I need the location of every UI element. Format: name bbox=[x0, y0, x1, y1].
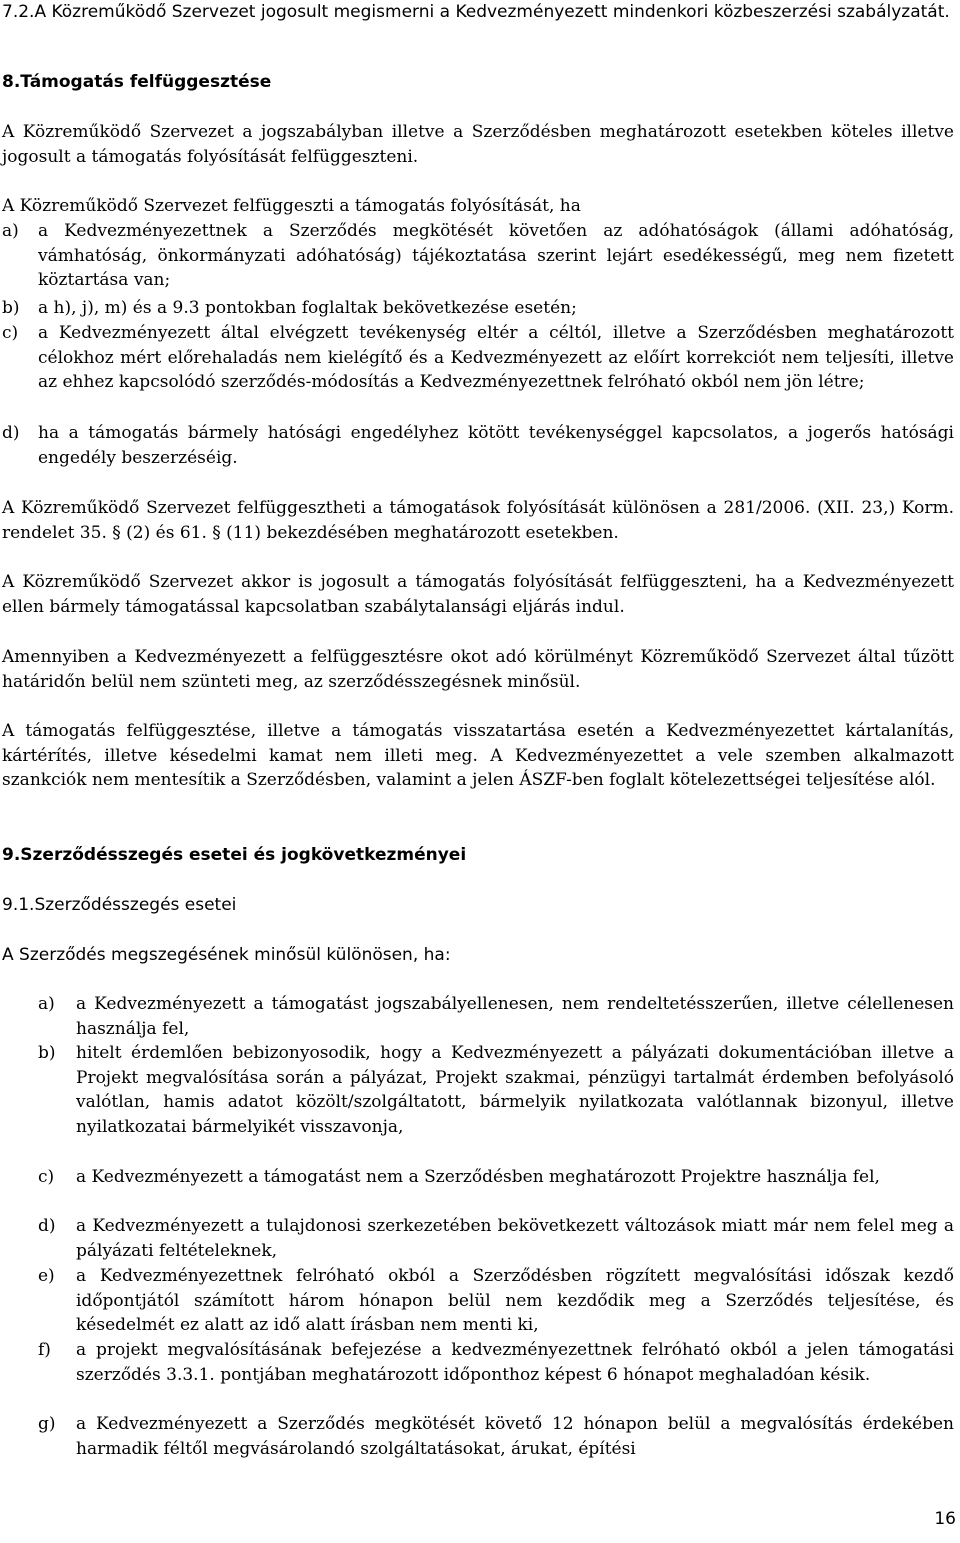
paragraph-8-intro: A Közreműködő Szervezet a jogszabályban illetve a Szerződésben meghatározott esetekben köteles illetve jogosult a támogatás folyósítását felfüggeszteni. bbox=[2, 122, 954, 167]
paragraph-8-compensation: A támogatás felfüggesztése, illetve a támogatás visszatartása esetén a Kedvezményezettet kártalanítás, kártérítés, illetve késedelmi kamat nem illeti meg. A Kedvezményezettet a vele szemben alkalmazott szankciók nem mentesítik a Szerződésben, valamint a jelen ÁSZF-ben foglalt kötelezettségei teljesítése alól. bbox=[2, 721, 954, 790]
page-number: 16 bbox=[934, 1509, 956, 1529]
list-marker: b) bbox=[38, 1043, 56, 1063]
section-heading-8: 8.Támogatás felfüggesztése bbox=[2, 72, 272, 92]
list-marker: e) bbox=[38, 1266, 55, 1286]
list-marker: b) bbox=[2, 298, 20, 318]
list-item-9-b bbox=[2, 1041, 954, 1139]
subsection-heading-9-1: 9.1.Szerződésszegés esetei bbox=[2, 895, 237, 915]
list-marker: d) bbox=[38, 1216, 56, 1236]
list-item-9-f bbox=[2, 1338, 954, 1387]
paragraph-8-legal: A Közreműködő Szervezet felfüggesztheti a támogatások folyósítását különösen a 281/2006. (XII. 23,) Korm. rendelet 35. § (2) és 61. § (11) bekezdésében meghatározott esetekben. bbox=[2, 498, 954, 543]
paragraph-7-2: 7.2.A Közreműködő Szervezet jogosult megismerni a Kedvezményezett mindenkori közbeszerzési szabályzatát. bbox=[2, 2, 950, 22]
list-text: ha a támogatás bármely hatósági engedélyhez kötött tevékenységgel kapcsolatos, a jogerős hatósági engedély beszerzéséig. bbox=[38, 423, 954, 468]
list-item-8-d bbox=[2, 421, 954, 470]
list-text: a Kedvezményezett a tulajdonosi szerkezetében bekövetkezett változások miatt már nem felel meg a pályázati feltételeknek, bbox=[76, 1216, 954, 1261]
list-text: a Kedvezményezettnek a Szerződés megkötését követően az adóhatóságok (állami adóhatóság, vámhatóság, önkormányzati adóhatóság) tájékoztatása szerint lejárt esedékességű, meg nem fizetett köztartása van; bbox=[38, 221, 954, 290]
list-text: a Kedvezményezett a támogatást jogszabályellenesen, nem rendeltetésszerűen, illetve célellenesen használja fel, bbox=[76, 994, 954, 1039]
list-item-8-b bbox=[2, 296, 954, 321]
list-text: a h), j), m) és a 9.3 pontokban foglaltak bekövetkezése esetén; bbox=[38, 298, 577, 318]
list-marker: d) bbox=[2, 423, 20, 443]
list-text: a Kedvezményezettnek felróható okból a Szerződésben rögzített megvalósítási időszak kezdő időpontjától számított három hónapon belül nem kezdődik meg a Szerződés teljesítése, és késedelmét ez alatt az idő alatt írásban nem menti ki, bbox=[76, 1266, 954, 1335]
paragraph-8-breach: Amennyiben a Kedvezményezett a felfüggesztésre okot adó körülményt Közreműködő Szervezet által tűzött határidőn belül nem szünteti meg, az szerződésszegésnek minősül. bbox=[2, 647, 954, 692]
list-marker: f) bbox=[38, 1340, 51, 1360]
list-item-9-a bbox=[2, 992, 954, 1041]
list-item-8-a bbox=[2, 219, 954, 293]
list-item-9-g bbox=[2, 1412, 954, 1461]
list-item-9-c bbox=[2, 1165, 954, 1190]
list-marker: a) bbox=[38, 994, 55, 1014]
list-text: a Kedvezményezett által elvégzett tevékenység eltér a céltól, illetve a Szerződésben meghatározott célokhoz mért előrehaladás nem kielégítő és a Kedvezményezett az előírt korrekciót nem teljesíti, illetve az ehhez kapcsolódó szerződés-módosítás a Kedvezményezettnek felróható okból nem jön létre; bbox=[38, 323, 954, 392]
paragraph-8-irregularity: A Közreműködő Szervezet akkor is jogosult a támogatás folyósítását felfüggeszteni, ha a Kedvezményezett ellen bármely támogatással kapcsolatban szabálytalansági eljárás indul. bbox=[2, 572, 954, 617]
list-text: a projekt megvalósításának befejezése a kedvezményezettnek felróható okból a jelen támogatási szerződés 3.3.1. pontjában meghatározott időponthoz képest 6 hónapot meghaladóan késik. bbox=[76, 1340, 954, 1385]
section-heading-9: 9.Szerződésszegés esetei és jogkövetkezményei bbox=[2, 845, 467, 865]
paragraph-9-intro: A Szerződés megszegésének minősül különösen, ha: bbox=[2, 945, 451, 965]
list-item-8-c bbox=[2, 321, 954, 395]
paragraph-8-condition: A Közreműködő Szervezet felfüggeszti a támogatás folyósítását, ha bbox=[2, 196, 581, 216]
list-marker: a) bbox=[2, 221, 19, 241]
list-marker: c) bbox=[2, 323, 19, 343]
list-text: hitelt érdemlően bebizonyosodik, hogy a Kedvezményezett a pályázati dokumentációban illetve a Projekt megvalósítása során a pályázat, Projekt szakmai, pénzügyi tartalmát érdemben befolyásoló valótlan, hamis adatot közölt/szolgáltatott, bármelyik nyilatkozata valótlannak bizonyul, illetve nyilatkozatai bármelyikét visszavonja, bbox=[76, 1043, 954, 1137]
list-text: a Kedvezményezett a támogatást nem a Szerződésben meghatározott Projektre használja fel, bbox=[76, 1167, 880, 1187]
list-item-9-e bbox=[2, 1264, 954, 1338]
list-marker: c) bbox=[38, 1167, 55, 1187]
list-marker: g) bbox=[38, 1414, 56, 1434]
list-item-9-d bbox=[2, 1214, 954, 1263]
list-text: a Kedvezményezett a Szerződés megkötését követő 12 hónapon belül a megvalósítás érdekében harmadik féltől megvásárolandó szolgáltatásokat, árukat, építési bbox=[76, 1414, 954, 1459]
